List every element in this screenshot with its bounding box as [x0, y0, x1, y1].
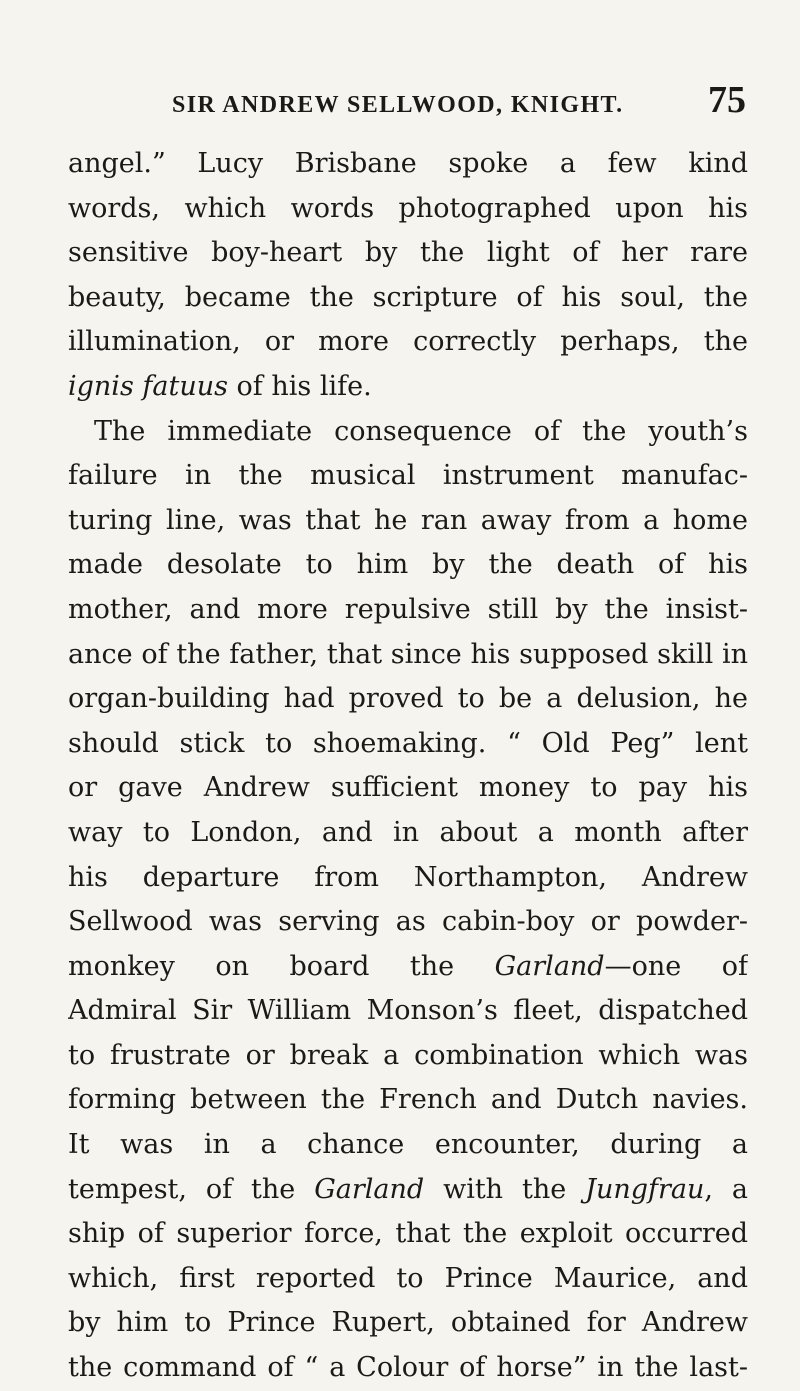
text-run: or gave Andrew sufficient money to pay his [68, 772, 748, 804]
text-run: to frustrate or break a combination which was [68, 1039, 748, 1071]
text-line [68, 320, 748, 365]
text-line [68, 856, 748, 901]
text-line [68, 499, 748, 544]
text-run: turing line, was that he ran away from a home [68, 504, 748, 536]
italic-text: ignis fatuus [68, 370, 228, 402]
text-run: forming between the French and Dutch navies. [68, 1084, 748, 1116]
italic-text: Jungfrau [585, 1173, 705, 1205]
text-run: with the [424, 1173, 586, 1205]
text-line [68, 1301, 748, 1346]
text-run: words, which words photographed upon his [68, 192, 748, 224]
text-line [68, 231, 748, 276]
text-line [68, 811, 748, 856]
text-run: Sellwood was serving as cabin-boy or powder- [68, 906, 748, 938]
text-line [68, 945, 748, 990]
text-line [68, 1078, 748, 1123]
text-run: made desolate to him by the death of his [68, 549, 748, 581]
text-run: illumination, or more correctly perhaps, the [68, 326, 748, 358]
text-line [68, 1168, 748, 1213]
text-line [68, 1123, 748, 1168]
body-text [68, 142, 748, 1391]
text-line [68, 989, 748, 1034]
text-line [68, 142, 748, 187]
text-run: ship of superior force, that the exploit occurred [68, 1218, 748, 1250]
text-line [68, 1257, 748, 1302]
text-run: Admiral Sir William Monson’s fleet, dispatched [68, 995, 748, 1027]
text-line [68, 1212, 748, 1257]
text-run: monkey on board the [68, 950, 495, 982]
running-head [68, 78, 746, 122]
text-run: organ-building had proved to be a delusion, he [68, 683, 748, 715]
text-run: angel.” Lucy Brisbane spoke a few kind [68, 148, 748, 179]
text-run: which, first reported to Prince Maurice, and [68, 1262, 748, 1294]
text-run: by him to Prince Rupert, obtained for Andrew [68, 1307, 748, 1339]
text-run: The immediate consequence of the youth’s [94, 415, 748, 447]
text-run: his departure from Northampton, Andrew [68, 861, 748, 893]
text-run: ance of the father, that since his supposed skill in [68, 638, 748, 670]
text-line [68, 633, 748, 678]
text-line [68, 677, 748, 722]
text-run: mother, and more repulsive still by the insist- [68, 593, 748, 625]
text-line [68, 588, 748, 633]
text-line [68, 543, 748, 588]
text-run: the command of “ a Colour of horse” in the last- [68, 1352, 748, 1384]
text-line [68, 766, 748, 811]
text-run: —one of [604, 950, 748, 982]
text-run: failure in the musical instrument manufac- [68, 460, 748, 492]
page-number: 75 [708, 79, 746, 121]
running-title: SIR ANDREW SELLWOOD, KNIGHT. [172, 92, 624, 118]
text-line [68, 454, 748, 499]
italic-text: Garland [314, 1173, 425, 1205]
text-run: sensitive boy-heart by the light of her rare [68, 237, 748, 269]
text-run: beauty, became the scripture of his soul, the [68, 281, 748, 313]
text-line [68, 365, 748, 410]
text-run: tempest, of the [68, 1173, 315, 1205]
text-line [68, 276, 748, 321]
italic-text: Garland [494, 950, 605, 982]
text-run: way to London, and in about a month after [68, 816, 748, 848]
text-line [68, 410, 748, 455]
text-line [68, 1346, 748, 1391]
text-run: , a [704, 1173, 748, 1205]
text-run: should stick to shoemaking. “ Old Peg” lent [68, 727, 748, 759]
text-line [68, 1034, 748, 1079]
text-line [68, 187, 748, 232]
text-run: of his life. [227, 370, 372, 402]
text-line [68, 722, 748, 767]
text-run: It was in a chance encounter, during a [68, 1129, 748, 1161]
text-line [68, 900, 748, 945]
